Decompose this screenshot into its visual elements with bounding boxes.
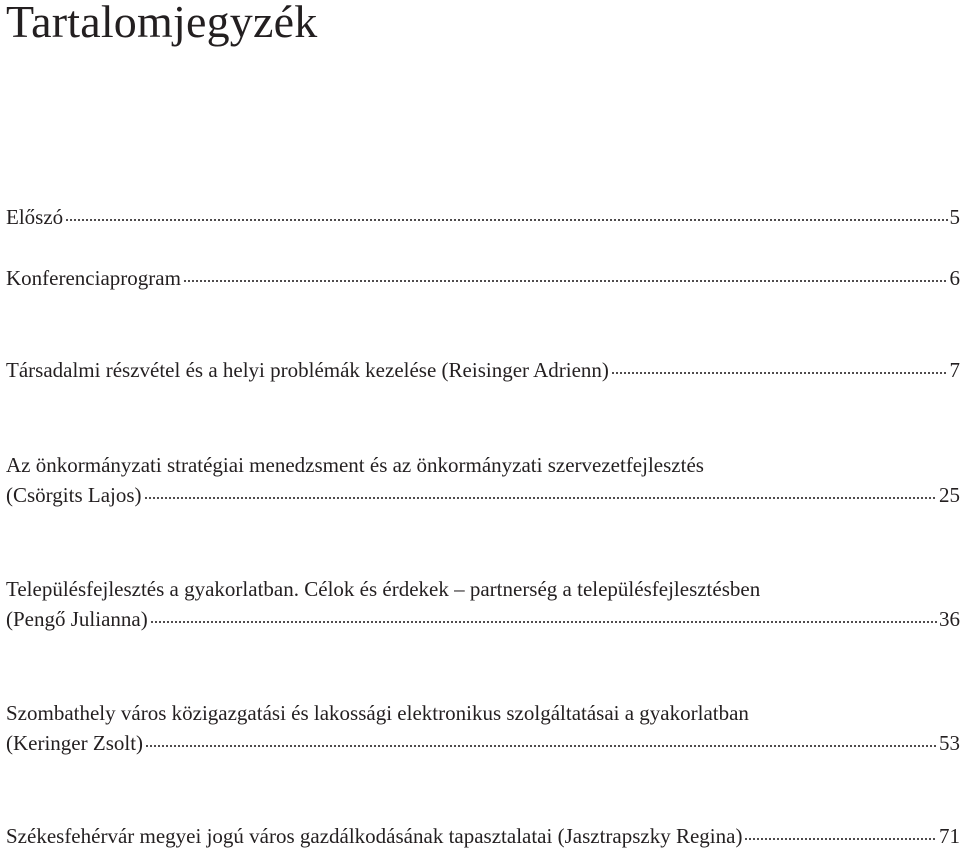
toc-entry-line (6, 202, 960, 232)
dot-leader (144, 481, 937, 502)
toc-entry-author: (Keringer Zsolt) (6, 731, 144, 755)
toc-entry-szombathely-eservices[interactable] (6, 698, 960, 758)
dot-leader (150, 605, 937, 626)
toc-entry-line (6, 355, 960, 385)
toc-entry-title-line: Szombathely város közigazgatási és lakossági elektronikus szolgáltatásai a gyakorlatban (6, 701, 749, 725)
toc-page-number: 6 (949, 266, 960, 290)
toc-entry-strategic-management[interactable] (6, 450, 960, 510)
toc-entry-author: (Pengő Julianna) (6, 607, 148, 631)
toc-entry-foreword[interactable] (6, 202, 960, 232)
toc-entry-szekesfehervar-finances[interactable] (6, 821, 960, 851)
toc-entry-settlement-development[interactable] (6, 574, 960, 634)
page-title: Tartalomjegyzék (6, 0, 318, 47)
dot-leader (744, 822, 937, 843)
toc-entry-social-participation[interactable] (6, 355, 960, 385)
toc-page-number: 36 (939, 607, 960, 631)
toc-page-number: 71 (939, 824, 960, 848)
toc-entry-line (6, 480, 960, 510)
toc-entry-line (6, 604, 960, 634)
toc-entry-line (6, 728, 960, 758)
toc-page-number: 5 (949, 205, 960, 229)
toc-page-number: 25 (939, 483, 960, 507)
dot-leader (145, 729, 937, 750)
dot-leader (183, 264, 948, 285)
dot-leader (65, 203, 947, 224)
toc-entry-line (6, 263, 960, 293)
toc-entry-title-line: Településfejlesztés a gyakorlatban. Célok és érdekek – partnerség a településfejlesztésben (6, 577, 761, 601)
toc-page-number: 7 (949, 358, 960, 382)
toc-entry-line (6, 821, 960, 851)
toc-entry-author: (Csörgits Lajos) (6, 483, 142, 507)
toc-page-number: 53 (939, 731, 960, 755)
toc-entry-title: Székesfehérvár megyei jogú város gazdálkodásának tapasztalatai (Jasztrapszky Regina) (6, 824, 743, 848)
toc-entry-title: Előszó (6, 205, 64, 229)
dot-leader (611, 356, 948, 377)
toc-entry-conference-program[interactable] (6, 263, 960, 293)
toc-entry-title: Társadalmi részvétel és a helyi problémák kezelése (Reisinger Adrienn) (6, 358, 609, 382)
toc-entry-title-line: Az önkormányzati stratégiai menedzsment és az önkormányzati szervezetfejlesztés (6, 453, 704, 477)
toc-entry-title: Konferenciaprogram (6, 266, 181, 290)
